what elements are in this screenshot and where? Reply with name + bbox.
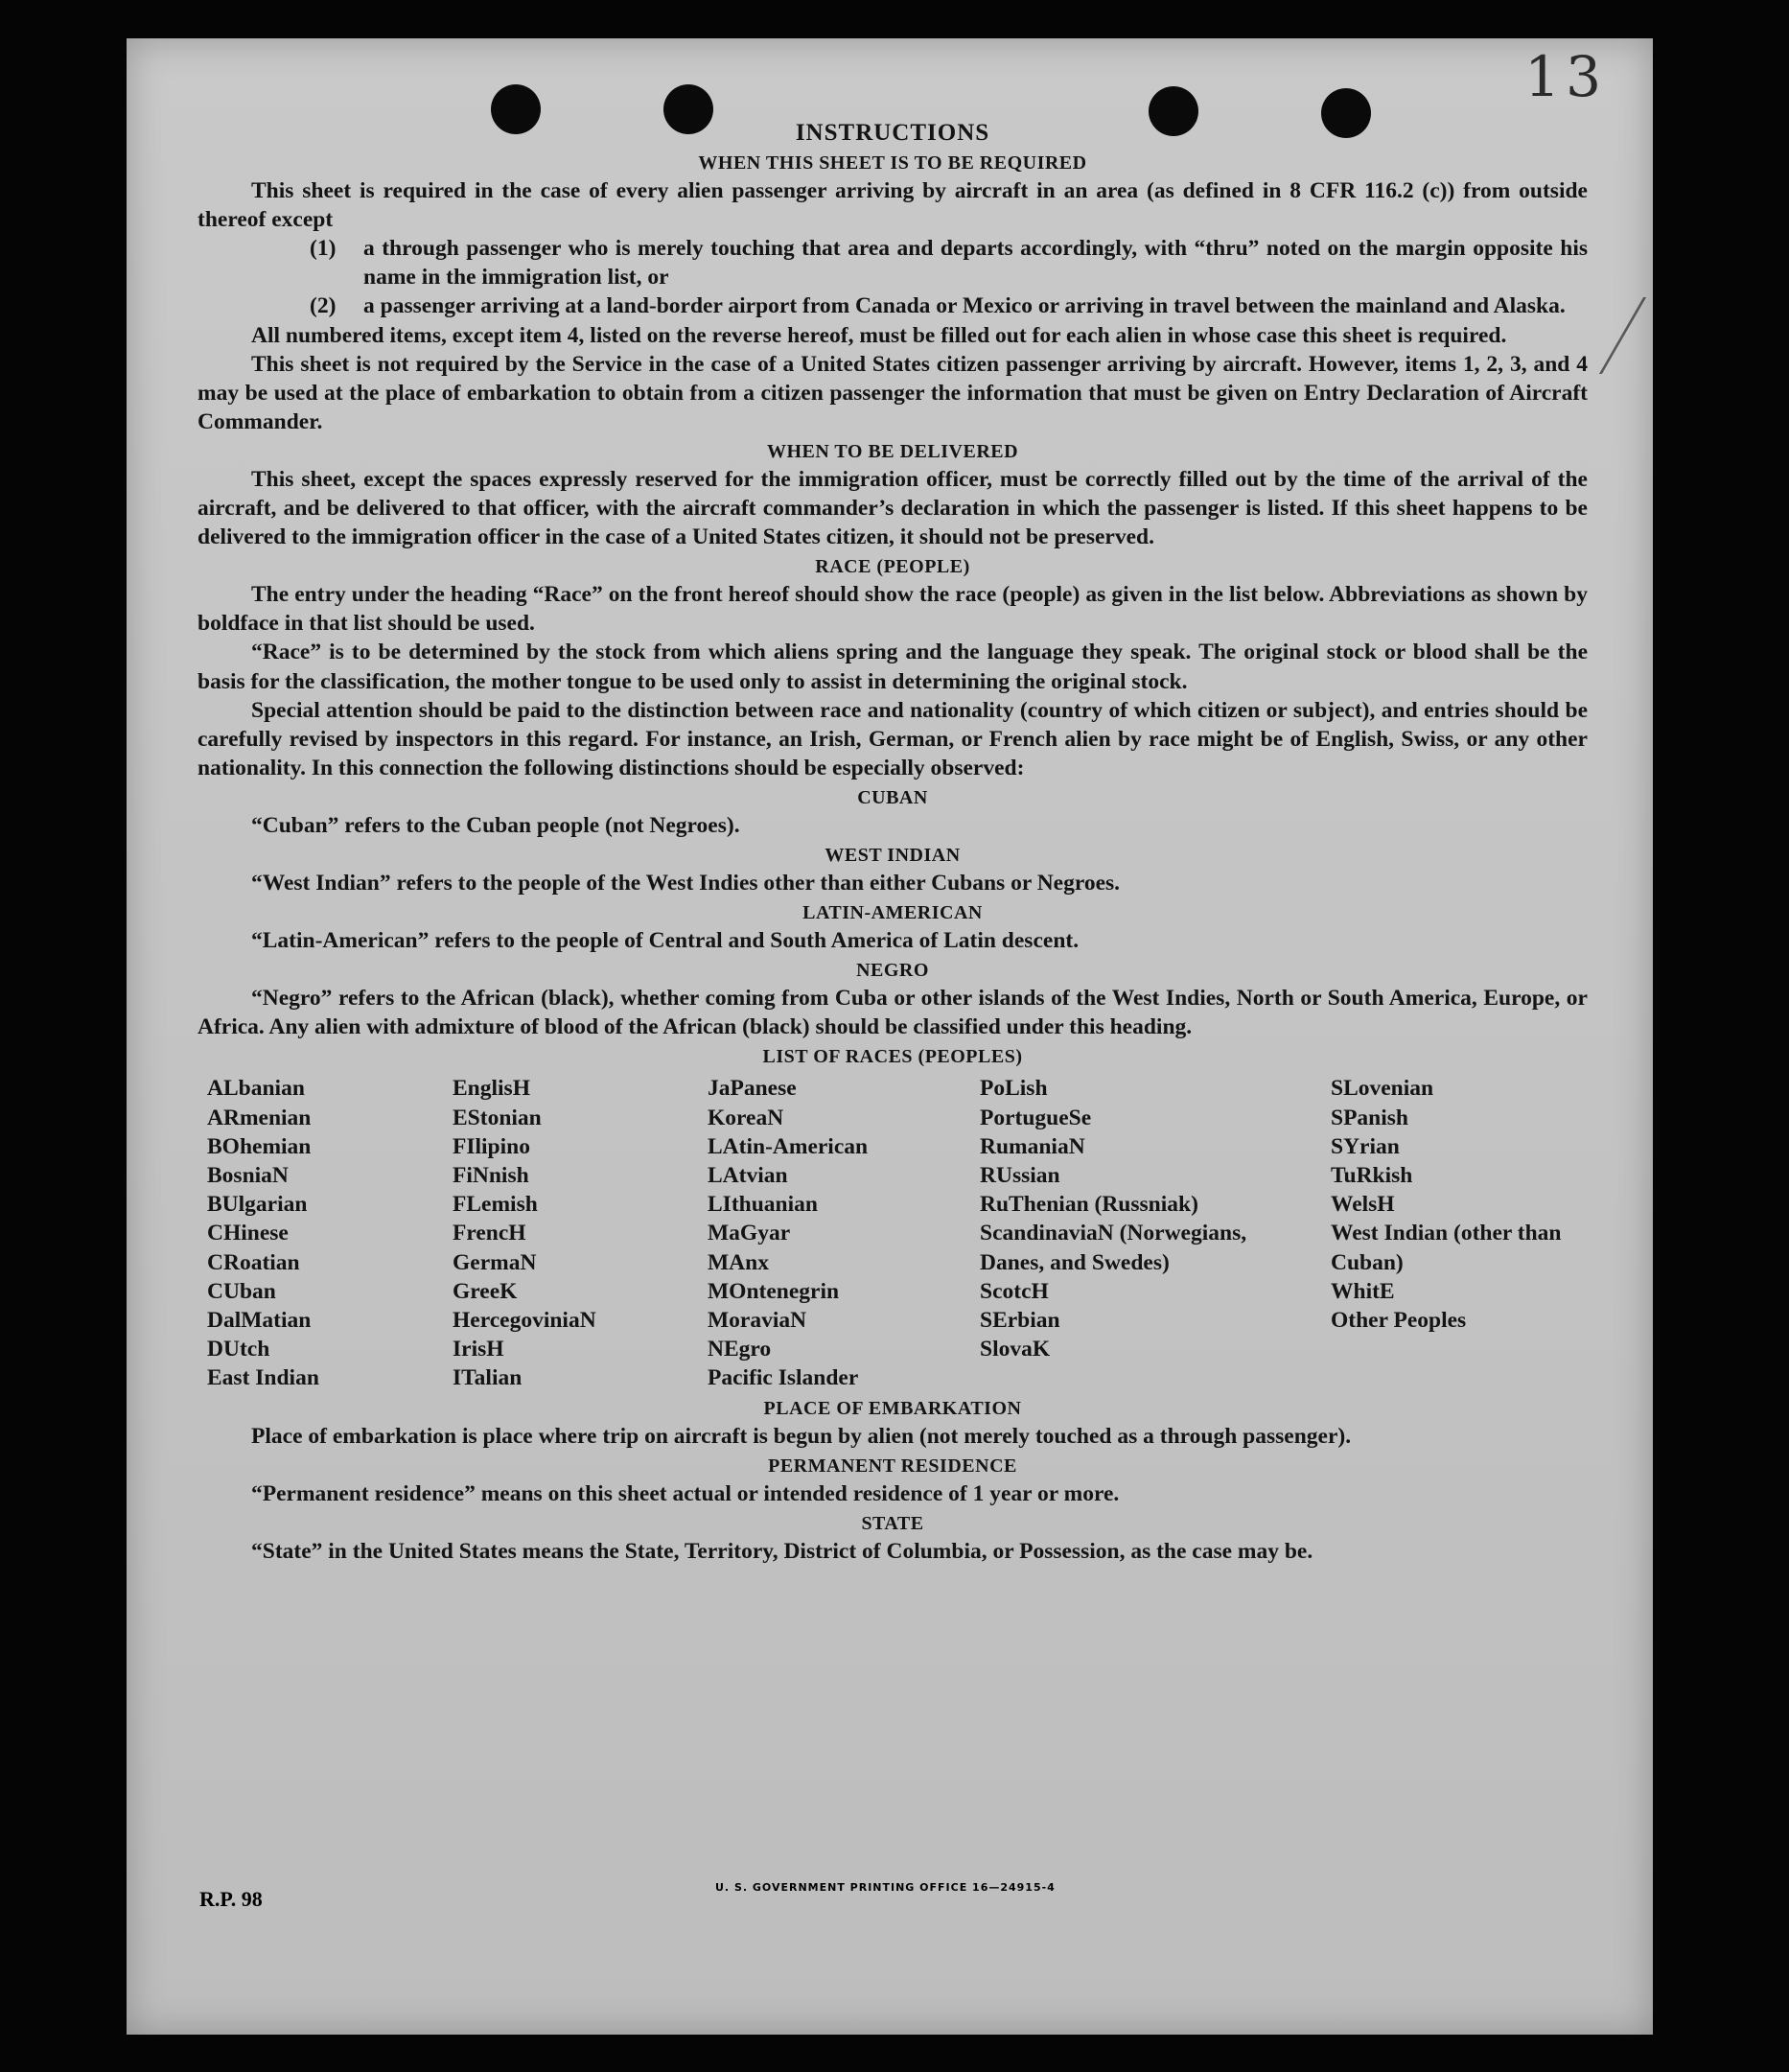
race-entry: GreeK [453, 1278, 518, 1304]
race-entry: ScandinaviaN (Norwegians, Danes, and Swedes) [980, 1221, 1247, 1275]
race-entry: FIlipino [453, 1133, 530, 1159]
race-entry: ScotcH [980, 1278, 1049, 1304]
race-entry: IrisH [453, 1337, 504, 1362]
race-entry: RUssian [980, 1162, 1060, 1188]
race-column [453, 1074, 708, 1392]
race-entry: LIthuanian [708, 1192, 818, 1218]
paragraph-state: “State” in the United States means the State, Territory, District of Columbia, or Possession, as the case may be. [251, 1538, 1313, 1564]
race-entry: PortugueSe [980, 1105, 1092, 1130]
document-footer [197, 1881, 1588, 1920]
exception-text: a through passenger who is merely touching that area and departs accordingly, with “thru” noted on the margin opposite his name in the immigration list, or [363, 236, 1588, 291]
race-column [197, 1074, 453, 1392]
race-entry: SPanish [1331, 1105, 1408, 1130]
page-title: INSTRUCTIONS [795, 120, 990, 146]
race-entry: BUlgarian [207, 1192, 308, 1218]
race-entry: LAtvian [708, 1162, 788, 1188]
race-entry: MOntenegrin [708, 1278, 840, 1304]
race-entry: HercegoviniaN [453, 1307, 596, 1333]
race-entry: WhitE [1331, 1278, 1395, 1304]
heading-permanent-residence: PERMANENT RESIDENCE [768, 1455, 1017, 1477]
race-entry: EnglisH [453, 1076, 530, 1102]
race-entry: MAnx [708, 1249, 769, 1275]
race-column [708, 1074, 980, 1392]
race-entry: West Indian (other than Cuban) [1331, 1221, 1562, 1275]
race-entry: BosniaN [207, 1162, 289, 1188]
race-entry: DalMatian [207, 1307, 312, 1333]
heading-race: RACE (PEOPLE) [815, 556, 970, 578]
race-entry: ALbanian [207, 1076, 305, 1102]
race-entry: Other Peoples [1331, 1307, 1467, 1333]
race-entry: CHinese [207, 1221, 289, 1246]
paragraph-race-1: The entry under the heading “Race” on the front hereof should show the race (people) as given in the list below. Abbreviations as shown by boldface in that list should be used. [197, 582, 1588, 637]
exception-item [310, 234, 1588, 291]
race-entry: ARmenian [207, 1105, 312, 1130]
heading-west-indian: WEST INDIAN [825, 844, 961, 866]
race-column [1331, 1074, 1582, 1392]
race-entry: GermaN [453, 1249, 537, 1275]
race-column [980, 1074, 1331, 1392]
race-entry: WelsH [1331, 1192, 1395, 1218]
race-entry: DUtch [207, 1337, 270, 1362]
race-list [197, 1074, 1588, 1392]
instructions-content [197, 119, 1588, 1566]
race-entry: RumaniaN [980, 1133, 1085, 1159]
heading-when-delivered: WHEN TO BE DELIVERED [766, 440, 1019, 462]
race-entry: RuThenian (Russniak) [980, 1192, 1198, 1218]
paragraph-when-required-intro: This sheet is required in the case of every alien passenger arriving by aircraft in an area (as defined in 8 CFR 116.2 (c)) from outside thereof except [197, 178, 1588, 233]
exception-number: (1) [310, 236, 337, 262]
exception-number: (2) [310, 293, 337, 319]
race-entry: EStonian [453, 1105, 542, 1130]
paragraph-race-2: “Race” is to be determined by the stock from which aliens spring and the language they speak. The original stock or blood shall be the basis for the classification, the mother tongue to be used only to assist in determining the original stock. [197, 640, 1588, 694]
paragraph-west-indian: “West Indian” refers to the people of the West Indies other than either Cubans or Negroes. [251, 870, 1121, 896]
form-number: R.P. 98 [199, 1887, 263, 1911]
race-entry: FiNnish [453, 1162, 529, 1188]
race-entry: SYrian [1331, 1133, 1400, 1159]
page-number-mark: 13 [1524, 44, 1607, 109]
race-entry: FrencH [453, 1221, 526, 1246]
race-entry: BOhemian [207, 1133, 312, 1159]
paragraph-latin-american: “Latin-American” refers to the people of Central and South America of Latin descent. [251, 928, 1080, 954]
race-entry: PoLish [980, 1076, 1048, 1102]
race-entry: SErbian [980, 1307, 1060, 1333]
race-entry: MaGyar [708, 1221, 791, 1246]
heading-place-of-embarkation: PLACE OF EMBARKATION [763, 1397, 1022, 1419]
paragraph-cuban: “Cuban” refers to the Cuban people (not Negroes). [251, 812, 740, 838]
exception-text: a passenger arriving at a land-border airport from Canada or Mexico or arriving in travel between the mainland and Alaska. [363, 293, 1566, 319]
paper-tear [1599, 297, 1675, 374]
document-sheet [127, 38, 1653, 2035]
heading-latin-american: LATIN-AMERICAN [802, 902, 983, 924]
race-entry: NEgro [708, 1337, 772, 1362]
race-entry: TuRkish [1331, 1162, 1413, 1188]
heading-when-required: WHEN THIS SHEET IS TO BE REQUIRED [698, 152, 1087, 175]
race-entry: FLemish [453, 1192, 538, 1218]
race-entry: MoraviaN [708, 1307, 807, 1333]
paragraph-place-of-embarkation: Place of embarkation is place where trip on aircraft is begun by alien (not merely touched as a through passenger). [251, 1423, 1352, 1449]
exception-item [310, 291, 1588, 320]
race-entry: LAtin-American [708, 1133, 869, 1159]
heading-cuban: CUBAN [857, 786, 928, 808]
race-entry: East Indian [207, 1365, 319, 1391]
race-entry: CRoatian [207, 1249, 300, 1275]
race-entry: SlovaK [980, 1337, 1051, 1362]
race-entry: KoreaN [708, 1105, 784, 1130]
race-entry: Pacific Islander [708, 1365, 859, 1391]
paragraph-when-delivered: This sheet, except the spaces expressly reserved for the immigration officer, must be correctly filled out by the time of the arrival of the aircraft, and be delivered to that officer, with the aircraft commander’s declaration in which the passenger is listed. If this sheet happens to be delivered to the immigration officer in the case of a United States citizen, it should not be preserved. [197, 466, 1588, 550]
race-entry: SLovenian [1331, 1076, 1434, 1102]
heading-state: STATE [861, 1512, 924, 1534]
printer-imprint: U. S. GOVERNMENT PRINTING OFFICE 16—24915-4 [715, 1881, 1056, 1894]
heading-list-of-races: LIST OF RACES (PEOPLES) [762, 1046, 1023, 1068]
race-entry: ITalian [453, 1365, 523, 1391]
race-entry: JaPanese [708, 1076, 797, 1102]
paragraph-race-3: Special attention should be paid to the distinction between race and nationality (country of which citizen or subject), and entries should be carefully revised by inspectors in this regard. For instance, an Irish, German, or French alien by race might be of English, Swiss, or any other nationality. In this connection the following distinctions should be especially observed: [197, 697, 1588, 780]
paragraph-permanent-residence: “Permanent residence” means on this sheet actual or intended residence of 1 year or more. [251, 1480, 1120, 1506]
paragraph-numbered-items: All numbered items, except item 4, listed on the reverse hereof, must be filled out for each alien in whose case this sheet is required. [251, 322, 1507, 348]
race-entry: CUban [207, 1278, 276, 1304]
heading-negro: NEGRO [856, 960, 929, 982]
paragraph-citizen-note: This sheet is not required by the Service in the case of a United States citizen passenger arriving by aircraft. However, items 1, 2, 3, and 4 may be used at the place of embarkation to obtain from a citizen passenger the information that must be given on Entry Declaration of Aircraft Commander. [197, 351, 1588, 434]
paragraph-negro: “Negro” refers to the African (black), whether coming from Cuba or other islands of the West Indies, North or South America, Europe, or Africa. Any alien with admixture of blood of the African (black) should be classified under this heading. [197, 986, 1588, 1040]
